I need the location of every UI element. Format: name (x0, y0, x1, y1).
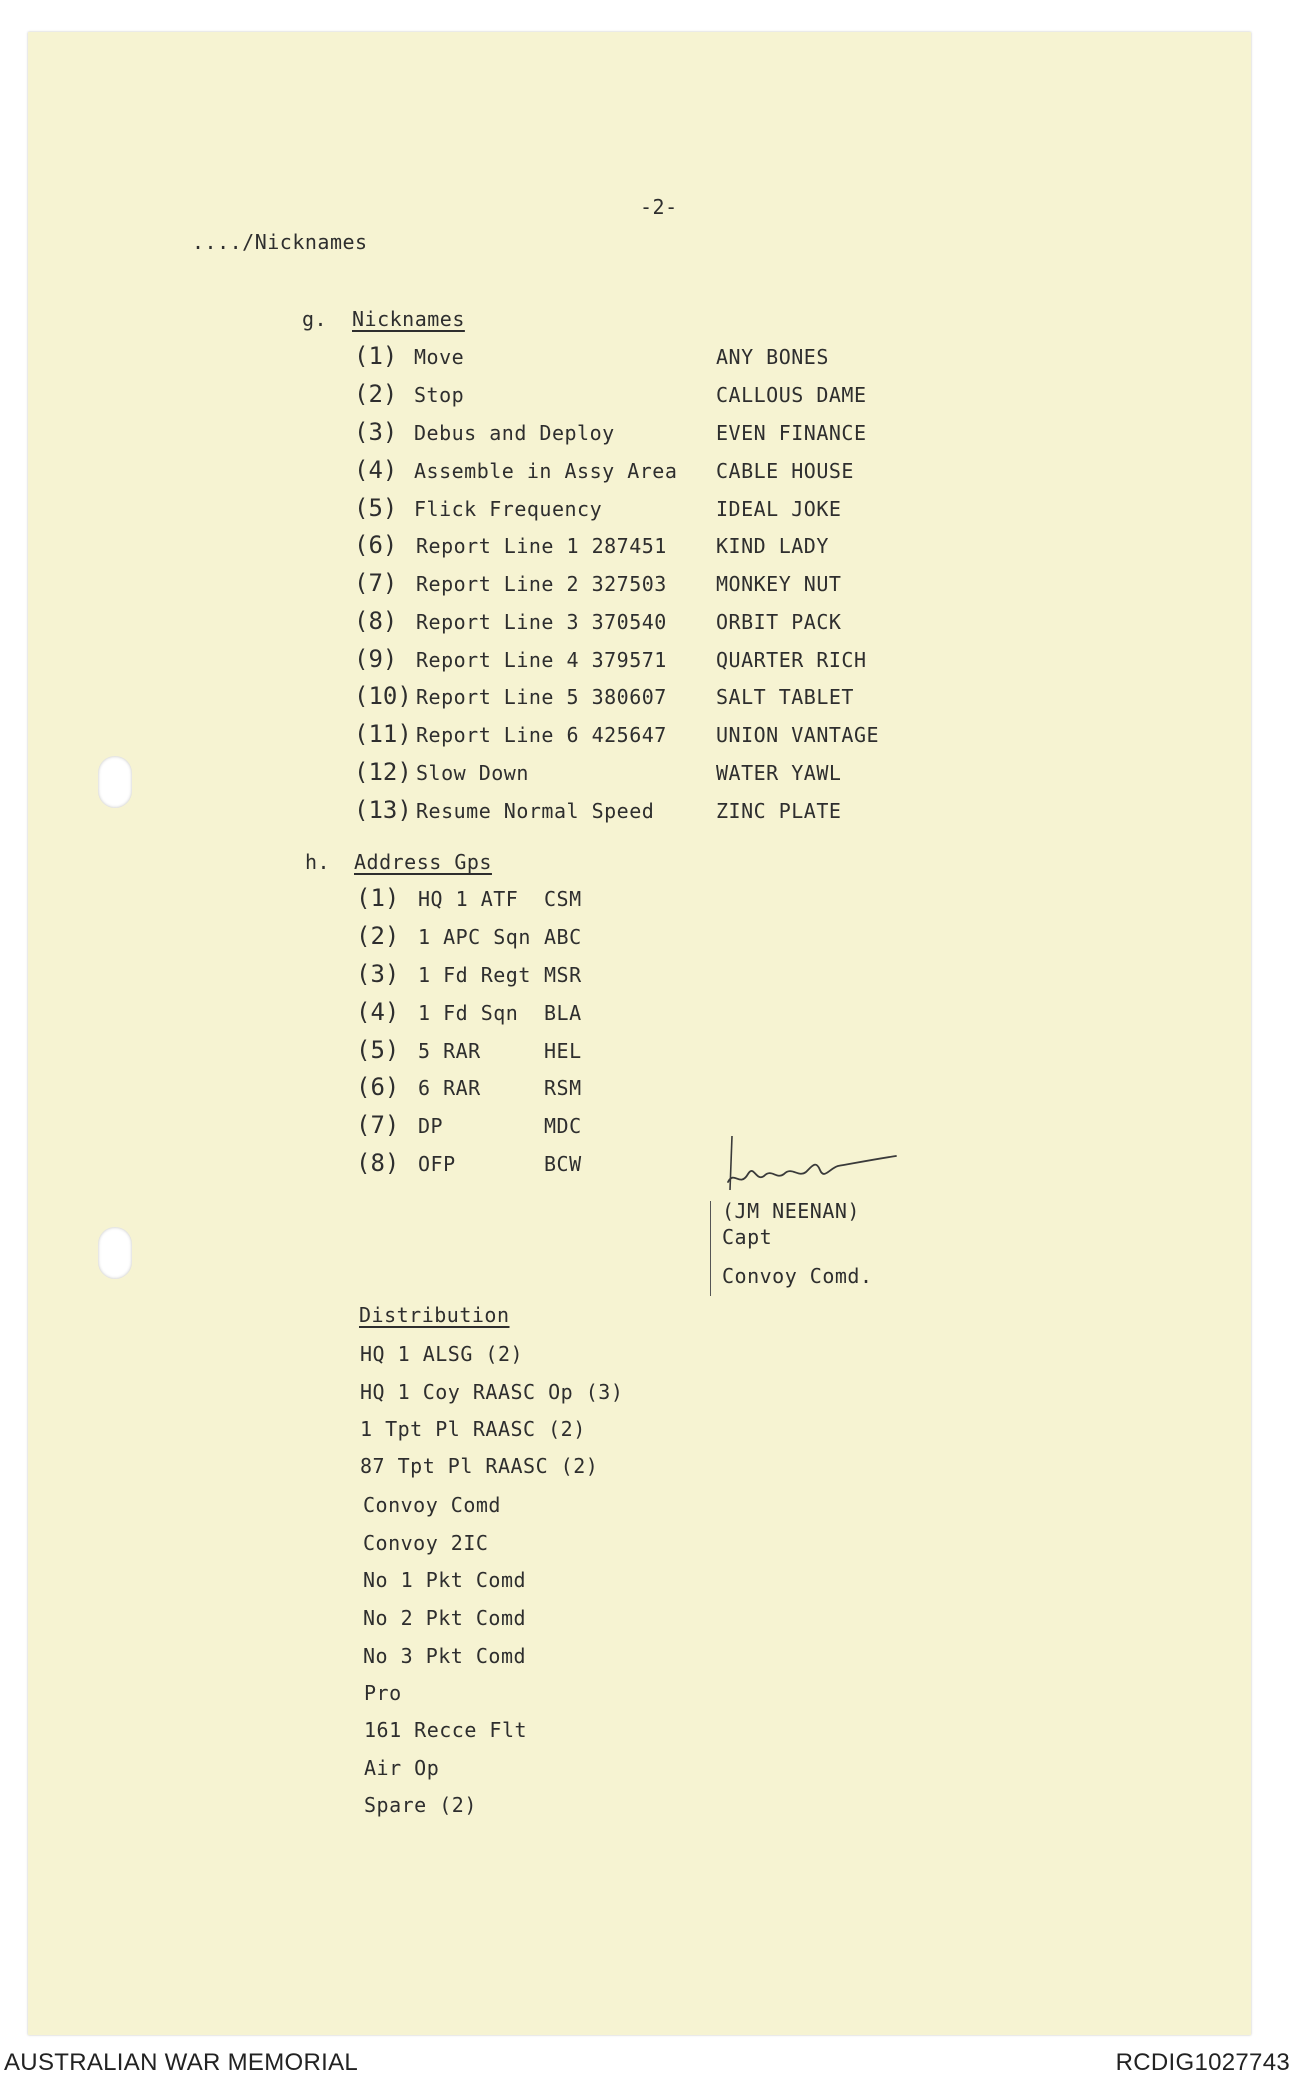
signatory-appointment: Convoy Comd. (722, 1264, 873, 1288)
list-item: No 1 Pkt Comd (363, 1568, 527, 1592)
item-label: Report Line 4 379571 (416, 648, 667, 672)
item-code: BCW (544, 1152, 582, 1176)
item-number: (7) (356, 1111, 400, 1139)
item-number: (12) (354, 758, 412, 786)
item-nickname: ZINC PLATE (716, 799, 842, 823)
item-number: (1) (354, 342, 398, 370)
item-number: (4) (356, 998, 400, 1026)
signatory-name: (JM NEENAN) (722, 1199, 860, 1223)
item-number: (5) (356, 1036, 400, 1064)
item-label: Slow Down (416, 761, 529, 785)
item-unit: 1 Fd Sqn (418, 1001, 519, 1025)
item-code: HEL (544, 1039, 582, 1063)
item-nickname: KIND LADY (716, 534, 829, 558)
item-number: (8) (356, 1149, 400, 1177)
punch-hole (98, 756, 132, 808)
item-nickname: CALLOUS DAME (716, 383, 867, 407)
list-item: Convoy 2IC (363, 1531, 489, 1555)
item-label: Resume Normal Speed (416, 799, 655, 823)
item-unit: DP (418, 1114, 444, 1138)
item-code: MDC (544, 1114, 582, 1138)
distribution-heading: Distribution (359, 1303, 510, 1327)
item-label: Report Line 2 327503 (416, 572, 667, 596)
item-nickname: CABLE HOUSE (716, 459, 854, 483)
item-unit: 1 APC Sqn (418, 925, 531, 949)
handwritten-signature (720, 1130, 910, 1200)
list-item: HQ 1 Coy RAASC Op (3) (360, 1380, 624, 1404)
item-nickname: SALT TABLET (716, 685, 854, 709)
item-nickname: UNION VANTAGE (716, 723, 880, 747)
continuation-heading: ..../Nicknames (192, 230, 368, 254)
list-item: 87 Tpt Pl RAASC (2) (360, 1454, 599, 1478)
item-label: Assemble in Assy Area (414, 459, 678, 483)
item-label: Report Line 5 380607 (416, 685, 667, 709)
item-label: Debus and Deploy (414, 421, 615, 445)
item-code: RSM (544, 1076, 582, 1100)
signature-margin-line (710, 1201, 711, 1296)
item-label: Stop (414, 383, 465, 407)
punch-hole (98, 1227, 132, 1279)
item-number: (4) (354, 456, 398, 484)
signatory-rank: Capt (722, 1225, 773, 1249)
list-item: Air Op (364, 1756, 440, 1780)
item-label: Report Line 6 425647 (416, 723, 667, 747)
item-nickname: ORBIT PACK (716, 610, 842, 634)
item-unit: 1 Fd Regt (418, 963, 531, 987)
item-unit: 6 RAR (418, 1076, 481, 1100)
section-g-letter: g. (302, 307, 328, 331)
item-unit: 5 RAR (418, 1039, 481, 1063)
list-item: Spare (2) (364, 1793, 477, 1817)
item-number: (9) (354, 645, 398, 673)
item-number: (6) (356, 1073, 400, 1101)
item-label: Move (414, 345, 465, 369)
item-number: (1) (356, 884, 400, 912)
document-page (28, 32, 1251, 2035)
item-number: (13) (354, 796, 412, 824)
list-item: 1 Tpt Pl RAASC (2) (360, 1417, 586, 1441)
item-number: (8) (354, 607, 398, 635)
item-number: (11) (354, 720, 412, 748)
item-unit: OFP (418, 1152, 456, 1176)
list-item: No 3 Pkt Comd (363, 1644, 527, 1668)
item-label: Flick Frequency (414, 497, 603, 521)
item-nickname: ANY BONES (716, 345, 829, 369)
item-nickname: WATER YAWL (716, 761, 842, 785)
footer-archive-name: AUSTRALIAN WAR MEMORIAL (4, 2049, 359, 2076)
item-number: (6) (354, 531, 398, 559)
item-number: (7) (354, 569, 398, 597)
item-number: (2) (356, 922, 400, 950)
item-label: Report Line 3 370540 (416, 610, 667, 634)
item-number: (5) (354, 494, 398, 522)
page-number: -2- (640, 195, 678, 219)
list-item: Convoy Comd (363, 1493, 501, 1517)
item-code: MSR (544, 963, 582, 987)
item-code: CSM (544, 887, 582, 911)
list-item: Pro (364, 1681, 402, 1705)
section-h-heading: Address Gps (354, 850, 492, 874)
item-nickname: EVEN FINANCE (716, 421, 867, 445)
item-unit: HQ 1 ATF (418, 887, 519, 911)
item-number: (3) (354, 418, 398, 446)
item-nickname: MONKEY NUT (716, 572, 842, 596)
footer-record-id: RCDIG1027743 (1115, 2049, 1290, 2076)
item-number: (3) (356, 960, 400, 988)
section-g-heading: Nicknames (352, 307, 465, 331)
item-nickname: QUARTER RICH (716, 648, 867, 672)
list-item: 161 Recce Flt (364, 1718, 528, 1742)
item-nickname: IDEAL JOKE (716, 497, 842, 521)
item-label: Report Line 1 287451 (416, 534, 667, 558)
item-code: BLA (544, 1001, 582, 1025)
list-item: HQ 1 ALSG (2) (360, 1342, 524, 1366)
section-h-letter: h. (305, 850, 331, 874)
item-number: (2) (354, 380, 398, 408)
item-number: (10) (354, 682, 412, 710)
item-code: ABC (544, 925, 582, 949)
list-item: No 2 Pkt Comd (363, 1606, 527, 1630)
